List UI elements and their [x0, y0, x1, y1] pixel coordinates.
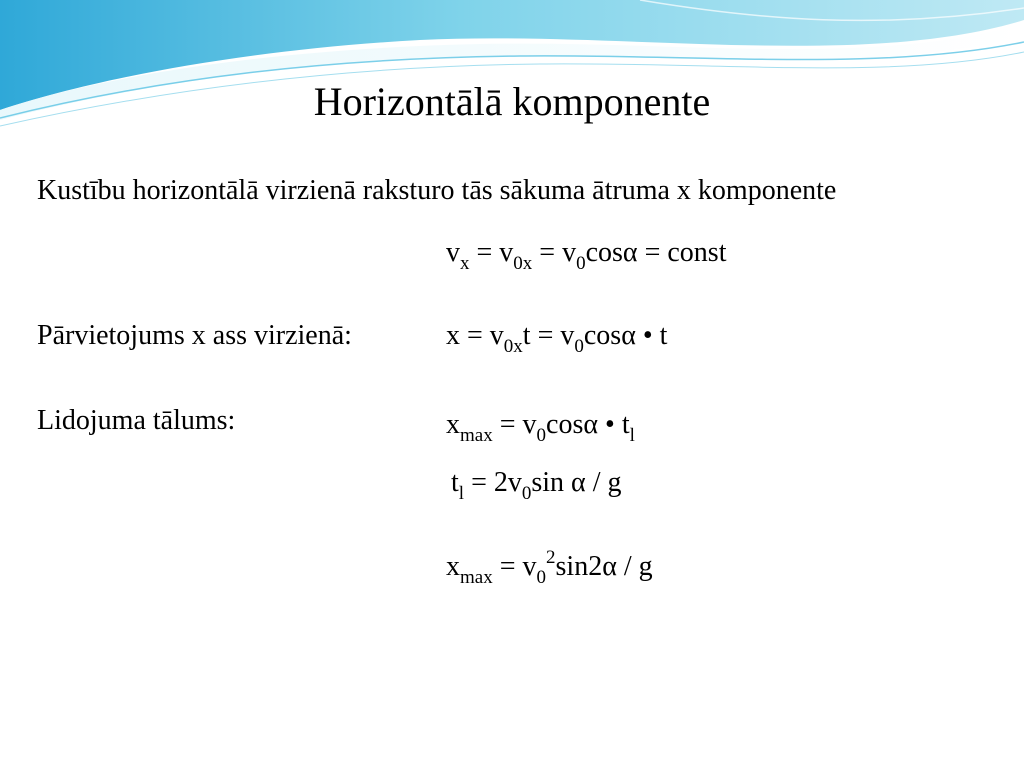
formula-flight-time: $t_l = 2v_0\sin$ α / g — [451, 467, 622, 504]
formula-xmax-time: $x_{max} = v_0\cos\alpha$ • $t_l$ — [446, 409, 635, 446]
formula-xmax-final: $x_{max} = v_0^2\sin 2\alpha / g$ — [446, 547, 653, 588]
intro-text: Kustību horizontālā virzienā raksturo tās sākuma ātruma x komponente — [37, 175, 837, 206]
displacement-label: Pārvietojums x ass virzienā: — [37, 320, 352, 351]
range-label: Lidojuma tālums: — [37, 405, 236, 436]
slide-title: Horizontālā komponente — [313, 79, 711, 124]
formula-x-displacement: $x = v_{0x}t = v_0\cos\alpha$ • t — [446, 320, 668, 357]
formula-vx: $v_x = v_{0x} = v_0\cos\alpha$ = const — [446, 237, 727, 274]
